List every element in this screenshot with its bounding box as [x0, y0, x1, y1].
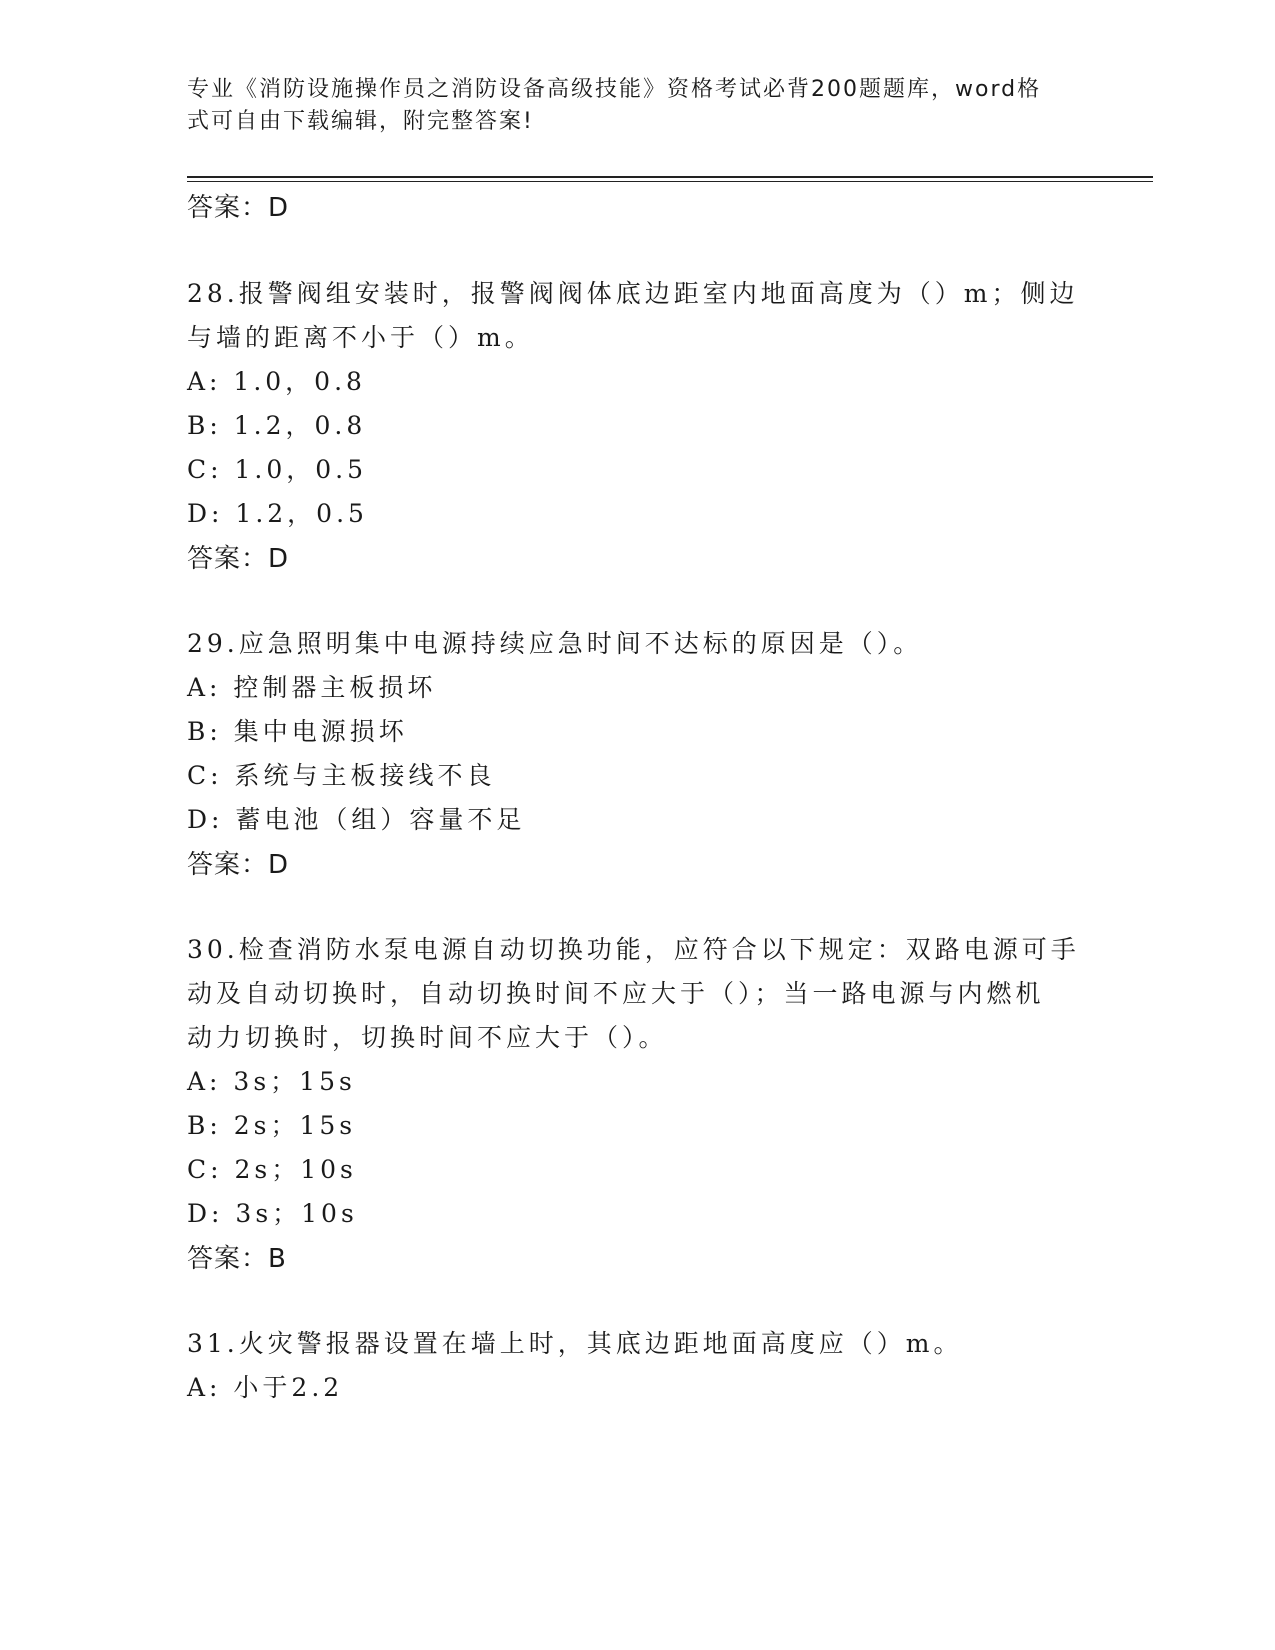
question-29-option-c: C: 系统与主板接线不良 [187, 761, 496, 790]
question-28-option-d: D: 1.2，0.5 [187, 499, 368, 528]
question-28-stem-line-1: 28.报警阀组安装时，报警阀阀体底边距室内地面高度为（）m；侧边 [187, 279, 1079, 308]
question-31-stem-line-1: 31.火灾警报器设置在墙上时，其底边距地面高度应（）m。 [187, 1329, 963, 1358]
question-28-option-c: C: 1.0，0.5 [187, 455, 368, 484]
header-line-1: 专业《消防设施操作员之消防设备高级技能》资格考试必背200题题库，word格 [187, 77, 1042, 102]
header-line-2: 式可自由下载编辑，附完整答案! [187, 109, 534, 134]
question-28-option-b: B: 1.2，0.8 [187, 411, 367, 440]
question-30-stem-line-2: 动及自动切换时，自动切换时间不应大于（）；当一路电源与内燃机 [187, 979, 1045, 1008]
question-31-option-a: A: 小于2.2 [187, 1373, 344, 1402]
question-29-option-d: D: 蓄电池（组）容量不足 [187, 805, 526, 834]
question-29-option-b: B: 集中电源损坏 [187, 717, 408, 746]
answer-29: 答案：D [187, 850, 290, 880]
question-30-option-c: C: 2s；10s [187, 1155, 357, 1184]
question-29-stem-line-1: 29.应急照明集中电源持续应急时间不达标的原因是（）。 [187, 629, 923, 658]
header-rule-thick [187, 176, 1153, 178]
question-30-stem-line-1: 30.检查消防水泵电源自动切换功能，应符合以下规定：双路电源可手 [187, 935, 1080, 964]
header-rule-thin [187, 181, 1153, 182]
question-30-stem-line-3: 动力切换时，切换时间不应大于（）。 [187, 1023, 668, 1052]
question-30-option-b: B: 2s；15s [187, 1111, 357, 1140]
document-header [187, 74, 1067, 138]
question-30-option-a: A: 3s；15s [187, 1067, 356, 1096]
answer-30: 答案：B [187, 1244, 287, 1274]
question-28-option-a: A: 1.0，0.8 [187, 367, 366, 396]
question-29-option-a: A: 控制器主板损坏 [187, 673, 437, 702]
question-28-stem-line-2: 与墙的距离不小于（）m。 [187, 323, 534, 352]
question-30-option-d: D: 3s；10s [187, 1199, 358, 1228]
answer-28: 答案：D [187, 544, 290, 574]
answer-27: 答案：D [187, 193, 290, 223]
